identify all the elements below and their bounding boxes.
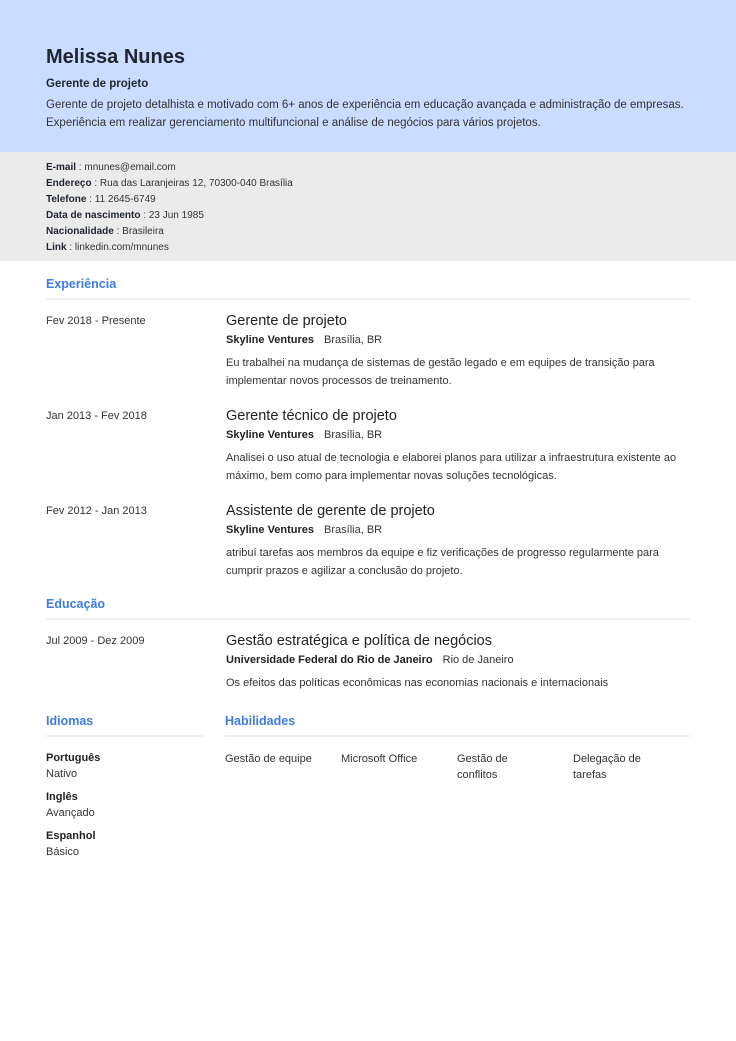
entry-body [226,502,690,580]
entry-meta [226,523,690,537]
skill-item: Microsoft Office [341,752,418,765]
entry-location: Brasília, BR [324,334,383,346]
language-item [46,790,204,821]
resume-body [0,261,736,860]
section-title-experience: Experiência [46,277,117,291]
section-title-education: Educação [46,597,106,611]
entry-description: Os efeitos das políticas econômicas nas economias nacionais e internacionais [226,677,609,689]
entry-title: Assistente de gerente de projeto [226,503,435,519]
languages-section [46,713,204,860]
contact-label: Data de nascimento [46,210,141,221]
education-section [46,580,690,693]
section-divider [225,735,690,737]
language-item [46,829,204,860]
entry-date: Jan 2013 - Fev 2018 [46,410,147,422]
skill-item: Delegação de tarefas [573,752,641,781]
language-level: Avançado [46,806,95,819]
language-item [46,751,204,782]
entry-body [226,407,690,485]
profile-summary: Gerente de projeto detalhista e motivado com 6+ anos de experiência em educação avançada e administração de empresas. Experiência em realizar gerenciamento multifuncional e análise de negócios para vários projetos. [46,99,684,129]
entry-location: Rio de Janeiro [442,654,514,666]
skill-list [225,751,690,783]
entry-description: Analisei o uso atual de tecnologia e elaborei planos para utilizar a infraestrutura existente ao máximo, bem como para implementar novas soluções tecnológicas. [226,452,677,482]
language-list [46,751,204,860]
entry-meta [226,333,690,347]
entry-meta [226,428,690,442]
entry-date: Jul 2009 - Dez 2009 [46,635,145,647]
skills-section [225,713,690,860]
contact-label: E-mail [46,162,77,173]
section-divider [46,735,204,737]
entry-title: Gerente de projeto [226,313,347,329]
contact-phone: Telefone : 11 2645-6749 [46,194,156,205]
language-level: Nativo [46,767,78,780]
section-title-languages: Idiomas [46,713,94,728]
contact-nationality: Nacionalidade : Brasileira [46,226,164,237]
contact-address: Endereço : Rua das Laranjeiras 12, 70300-040 Brasília [46,178,293,189]
entry-location: Brasília, BR [324,429,383,441]
entry-description: Eu trabalhei na mudança de sistemas de gestão legado e em equipes de transição para implementar novos processos de treinamento. [226,357,655,387]
contact-value: linkedin.com/mnunes [74,242,169,253]
section-divider [46,298,690,300]
contact-details [0,152,736,261]
contact-value: mnunes@email.com [84,162,176,173]
entry-organization: Universidade Federal do Rio de Janeiro [226,654,433,666]
candidate-name: Melissa Nunes [46,46,185,68]
entry-title: Gestão estratégica e política de negócios [226,633,492,649]
contact-value: 11 2645-6749 [94,194,156,205]
section-divider [46,618,690,620]
experience-entry [46,312,690,390]
language-name: Espanhol [46,829,96,842]
entry-body [226,312,690,390]
contact-birthdate: Data de nascimento : 23 Jun 1985 [46,210,204,221]
contact-label: Telefone [46,194,87,205]
candidate-role: Gerente de projeto [46,78,149,90]
language-name: Português [46,751,101,764]
entry-description: atribuí tarefas aos membros da equipe e fiz verificações de progresso regularmente para cumprir prazos e agilizar a conclusão do projeto. [226,547,659,577]
entry-date: Fev 2012 - Jan 2013 [46,505,147,517]
contact-value: 23 Jun 1985 [148,210,204,221]
contact-value: Brasileira [122,226,164,237]
contact-label: Link [46,242,67,253]
experience-section [46,261,690,580]
entry-organization: Skyline Ventures [226,429,315,441]
entry-meta [226,653,690,667]
experience-entry [46,502,690,580]
contact-link: Link : linkedin.com/mnunes [46,242,169,253]
contact-label: Endereço [46,178,92,189]
contact-email: E-mail : mnunes@email.com [46,162,176,173]
experience-entry [46,407,690,485]
skill-item: Gestão de equipe [225,752,312,765]
languages-skills-row [46,693,690,860]
entry-body [226,632,690,693]
entry-organization: Skyline Ventures [226,334,315,346]
language-level: Básico [46,845,80,858]
language-name: Inglês [46,790,78,803]
entry-organization: Skyline Ventures [226,524,315,536]
entry-location: Brasília, BR [324,524,383,536]
contact-label: Nacionalidade [46,226,114,237]
contact-value: Rua das Laranjeiras 12, 70300-040 Brasília [99,178,293,189]
section-title-skills: Habilidades [225,713,296,728]
education-entry [46,632,690,693]
entry-date: Fev 2018 - Presente [46,315,146,327]
skill-item: Gestão de conflitos [457,752,508,781]
resume-header [0,0,736,152]
entry-title: Gerente técnico de projeto [226,408,397,424]
